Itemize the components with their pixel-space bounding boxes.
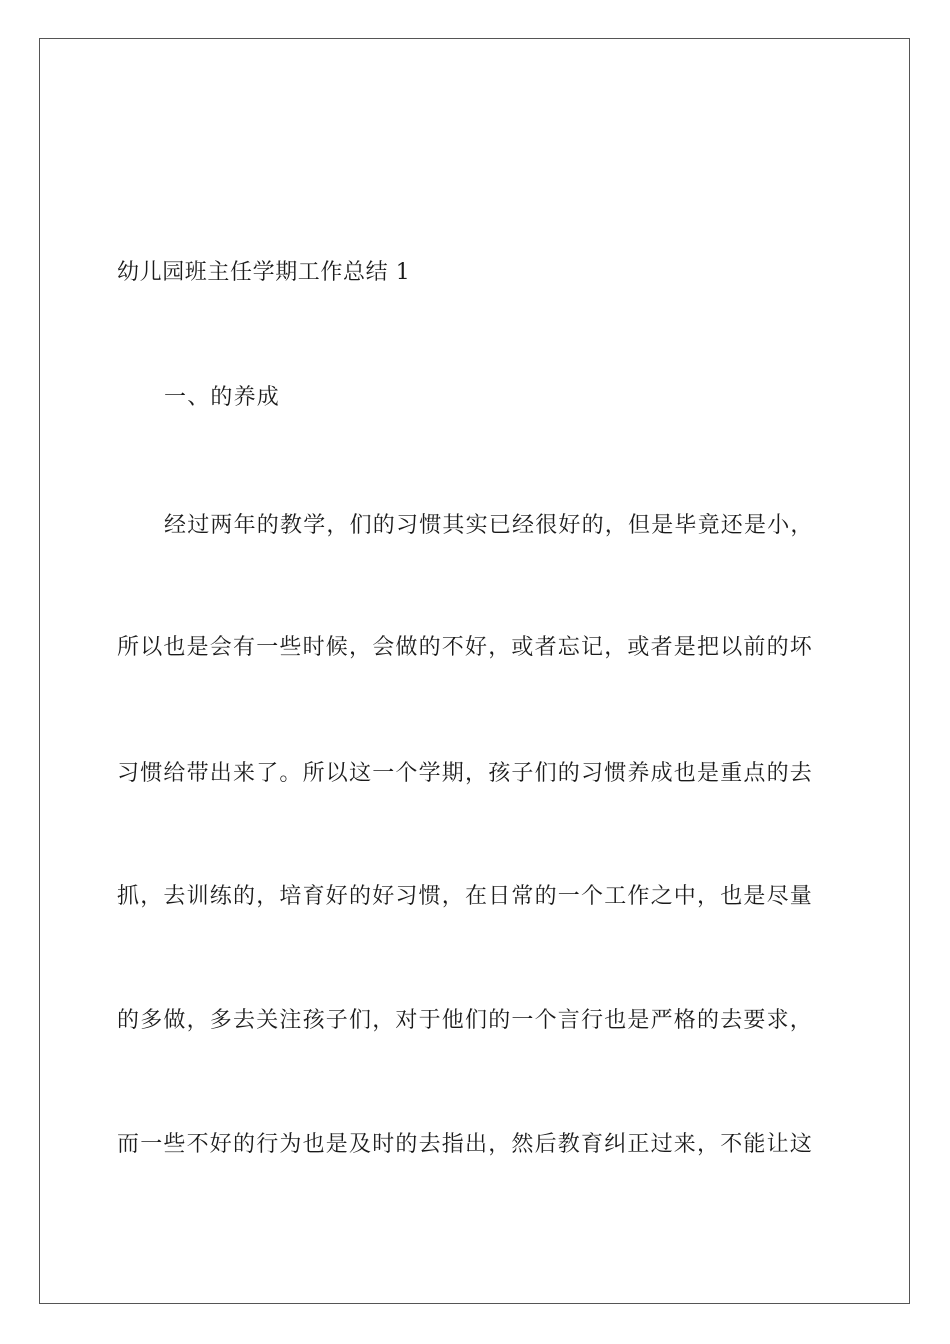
document-title: 幼儿园班主任学期工作总结 1 bbox=[117, 260, 411, 285]
paragraph-line: 习惯给带出来了。所以这一个学期，孩子们的习惯养成也是重点的去 bbox=[117, 761, 814, 786]
paragraph-line: 所以也是会有一些时候，会做的不好，或者忘记，或者是把以前的坏 bbox=[117, 635, 814, 660]
page-border bbox=[39, 38, 910, 1304]
paragraph-line: 的多做，多去关注孩子们，对于他们的一个言行也是严格的去要求， bbox=[117, 1008, 814, 1033]
paragraph-line: 经过两年的教学，们的习惯其实已经很好的，但是毕竟还是小， bbox=[164, 513, 814, 538]
paragraph-line: 而一些不好的行为也是及时的去指出，然后教育纠正过来，不能让这 bbox=[117, 1132, 814, 1157]
section-heading: 一、的养成 bbox=[164, 385, 281, 410]
paragraph-line: 抓，去训练的，培育好的好习惯，在日常的一个工作之中，也是尽量 bbox=[117, 884, 814, 909]
